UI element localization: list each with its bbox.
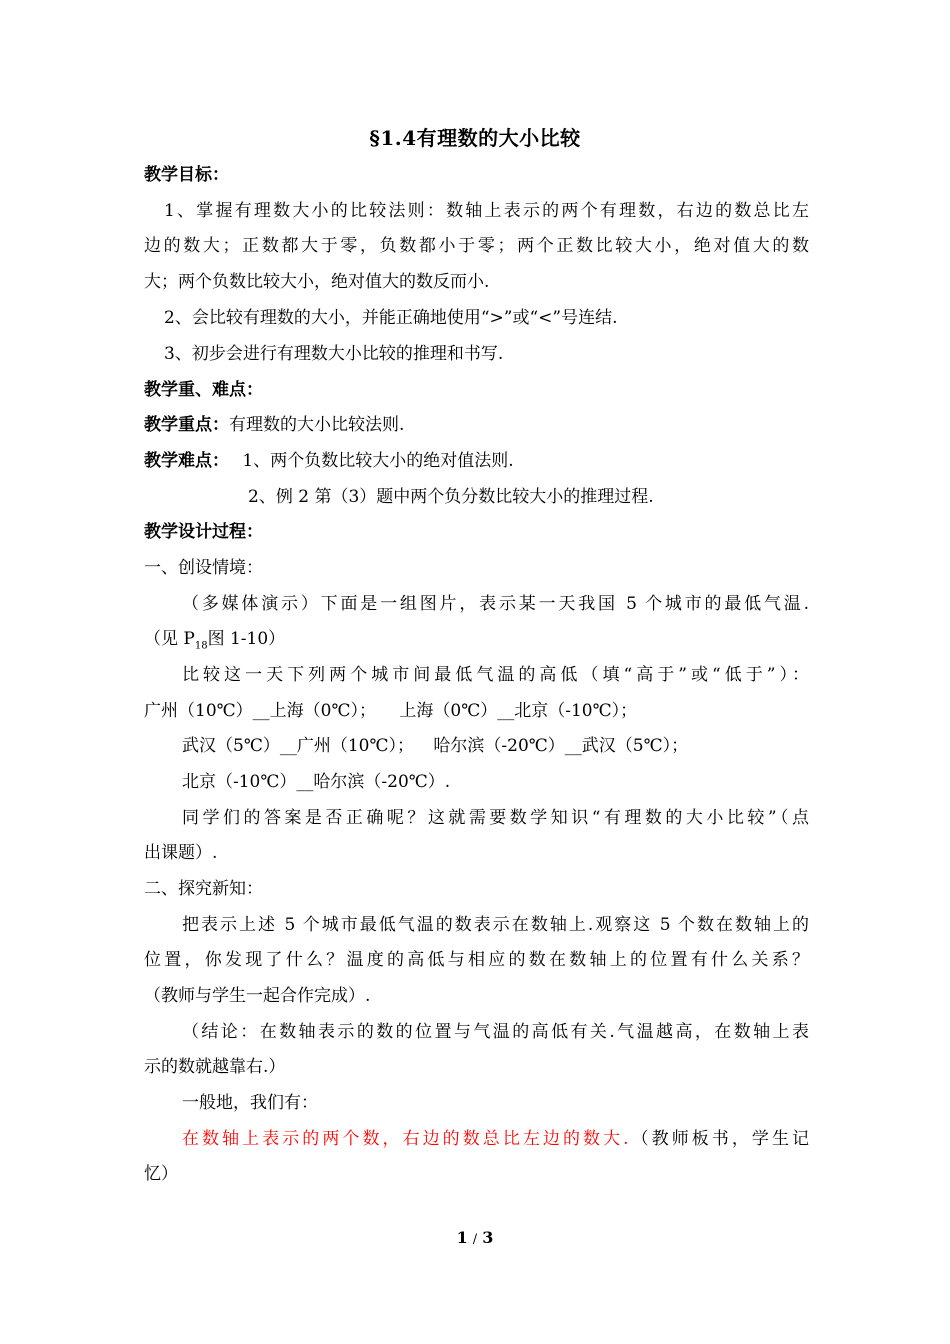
rule-highlight: 在数轴上表示的两个数，右边的数总比左边的数大.: [182, 1129, 629, 1149]
compare-instruction: 比较这一天下列两个城市间最低气温的高低（填“高于”或“低于”）：: [182, 665, 809, 685]
compare-harbin-wuhan: 哈尔滨（-20℃）__武汉（5℃）；: [433, 736, 689, 756]
rule-note: （教师板书，学生记: [628, 1129, 810, 1149]
intro-line-1: （多媒体演示）下面是一组图片，表示某一天我国 5 个城市的最低气温.: [182, 594, 809, 614]
goal-1-line-1: 1、掌握有理数大小的比较法则：数轴上表示的两个有理数，右边的数总比左: [164, 201, 809, 221]
total-pages: 3: [482, 1228, 494, 1247]
compare-row-1: [144, 699, 809, 723]
intro-ref-prefix: （见 P: [144, 629, 195, 649]
page-separator: /: [472, 1232, 478, 1247]
page-title: §1.4有理数的大小比较: [369, 126, 581, 150]
compare-shanghai-beijing: 上海（0℃）__北京（-10℃）；: [399, 701, 638, 721]
key-point: [144, 413, 809, 437]
page-number: [0, 1228, 950, 1247]
topic-line-2: 出课题）.: [144, 843, 218, 863]
process-heading: 教学设计过程：: [144, 522, 263, 542]
explore-line-1: 把表示上述 5 个城市最低气温的数表示在数轴上.观察这 5 个数在数轴上的: [182, 915, 809, 935]
part-1-heading: 一、创设情境：: [144, 558, 263, 578]
goals-heading: 教学目标：: [144, 165, 229, 185]
intro-ref-figure: 图 1-10）: [207, 629, 286, 649]
goal-1-line-2: 边的数大；正数都大于零，负数都小于零；两个正数比较大小，绝对值大的数: [144, 236, 809, 256]
compare-beijing-harbin: 北京（-10℃）__哈尔滨（-20℃）.: [182, 772, 451, 792]
difficulty-point: [144, 449, 809, 473]
current-page: 1: [456, 1228, 468, 1247]
explore-line-2: 位置，你发现了什么？温度的高低与相应的数在数轴上的位置有什么关系？: [144, 950, 809, 970]
difficulty-2: 2、例 2 第（3）题中两个负分数比较大小的推理过程.: [248, 487, 654, 507]
explore-line-3: （教师与学生一起合作完成）.: [144, 986, 371, 1006]
compare-row-2: [182, 734, 847, 758]
difficulty-1: 1、两个负数比较大小的绝对值法则.: [242, 451, 514, 471]
compare-guangzhou-shanghai: 广州（10℃）__上海（0℃）；: [144, 701, 376, 721]
rule-line-1: [182, 1127, 809, 1151]
goal-1-line-3: 大；两个负数比较大小，绝对值大的数反而小.: [144, 272, 490, 292]
intro-line-2: [144, 627, 809, 658]
goal-2: 2、会比较有理数的大小，并能正确地使用“>”或“<”号连结.: [164, 308, 618, 328]
conclusion-line-2: 示的数就越靠右.）: [144, 1057, 286, 1077]
general-statement: 一般地，我们有：: [182, 1093, 318, 1113]
goal-3: 3、初步会进行有理数大小比较的推理和书写.: [164, 344, 504, 364]
conclusion-line-1: （结论：在数轴表示的数的位置与气温的高低有关.气温越高，在数轴上表: [182, 1022, 809, 1042]
key-point-text: 有理数的大小比较法则.: [229, 415, 405, 435]
compare-wuhan-guangzhou: 武汉（5℃）__广州（10℃）；: [182, 736, 414, 756]
intro-ref-page: 18: [194, 640, 208, 652]
part-2-heading: 二、探究新知：: [144, 879, 263, 899]
topic-line-1: 同学们的答案是否正确呢？这就需要数学知识“有理数的大小比较”（点: [182, 808, 809, 828]
key-point-label: 教学重点：: [144, 415, 229, 435]
rule-line-2: 忆）: [144, 1164, 178, 1184]
difficulty-label: 教学难点：: [144, 451, 229, 471]
key-difficulty-heading: 教学重、难点：: [144, 380, 263, 400]
